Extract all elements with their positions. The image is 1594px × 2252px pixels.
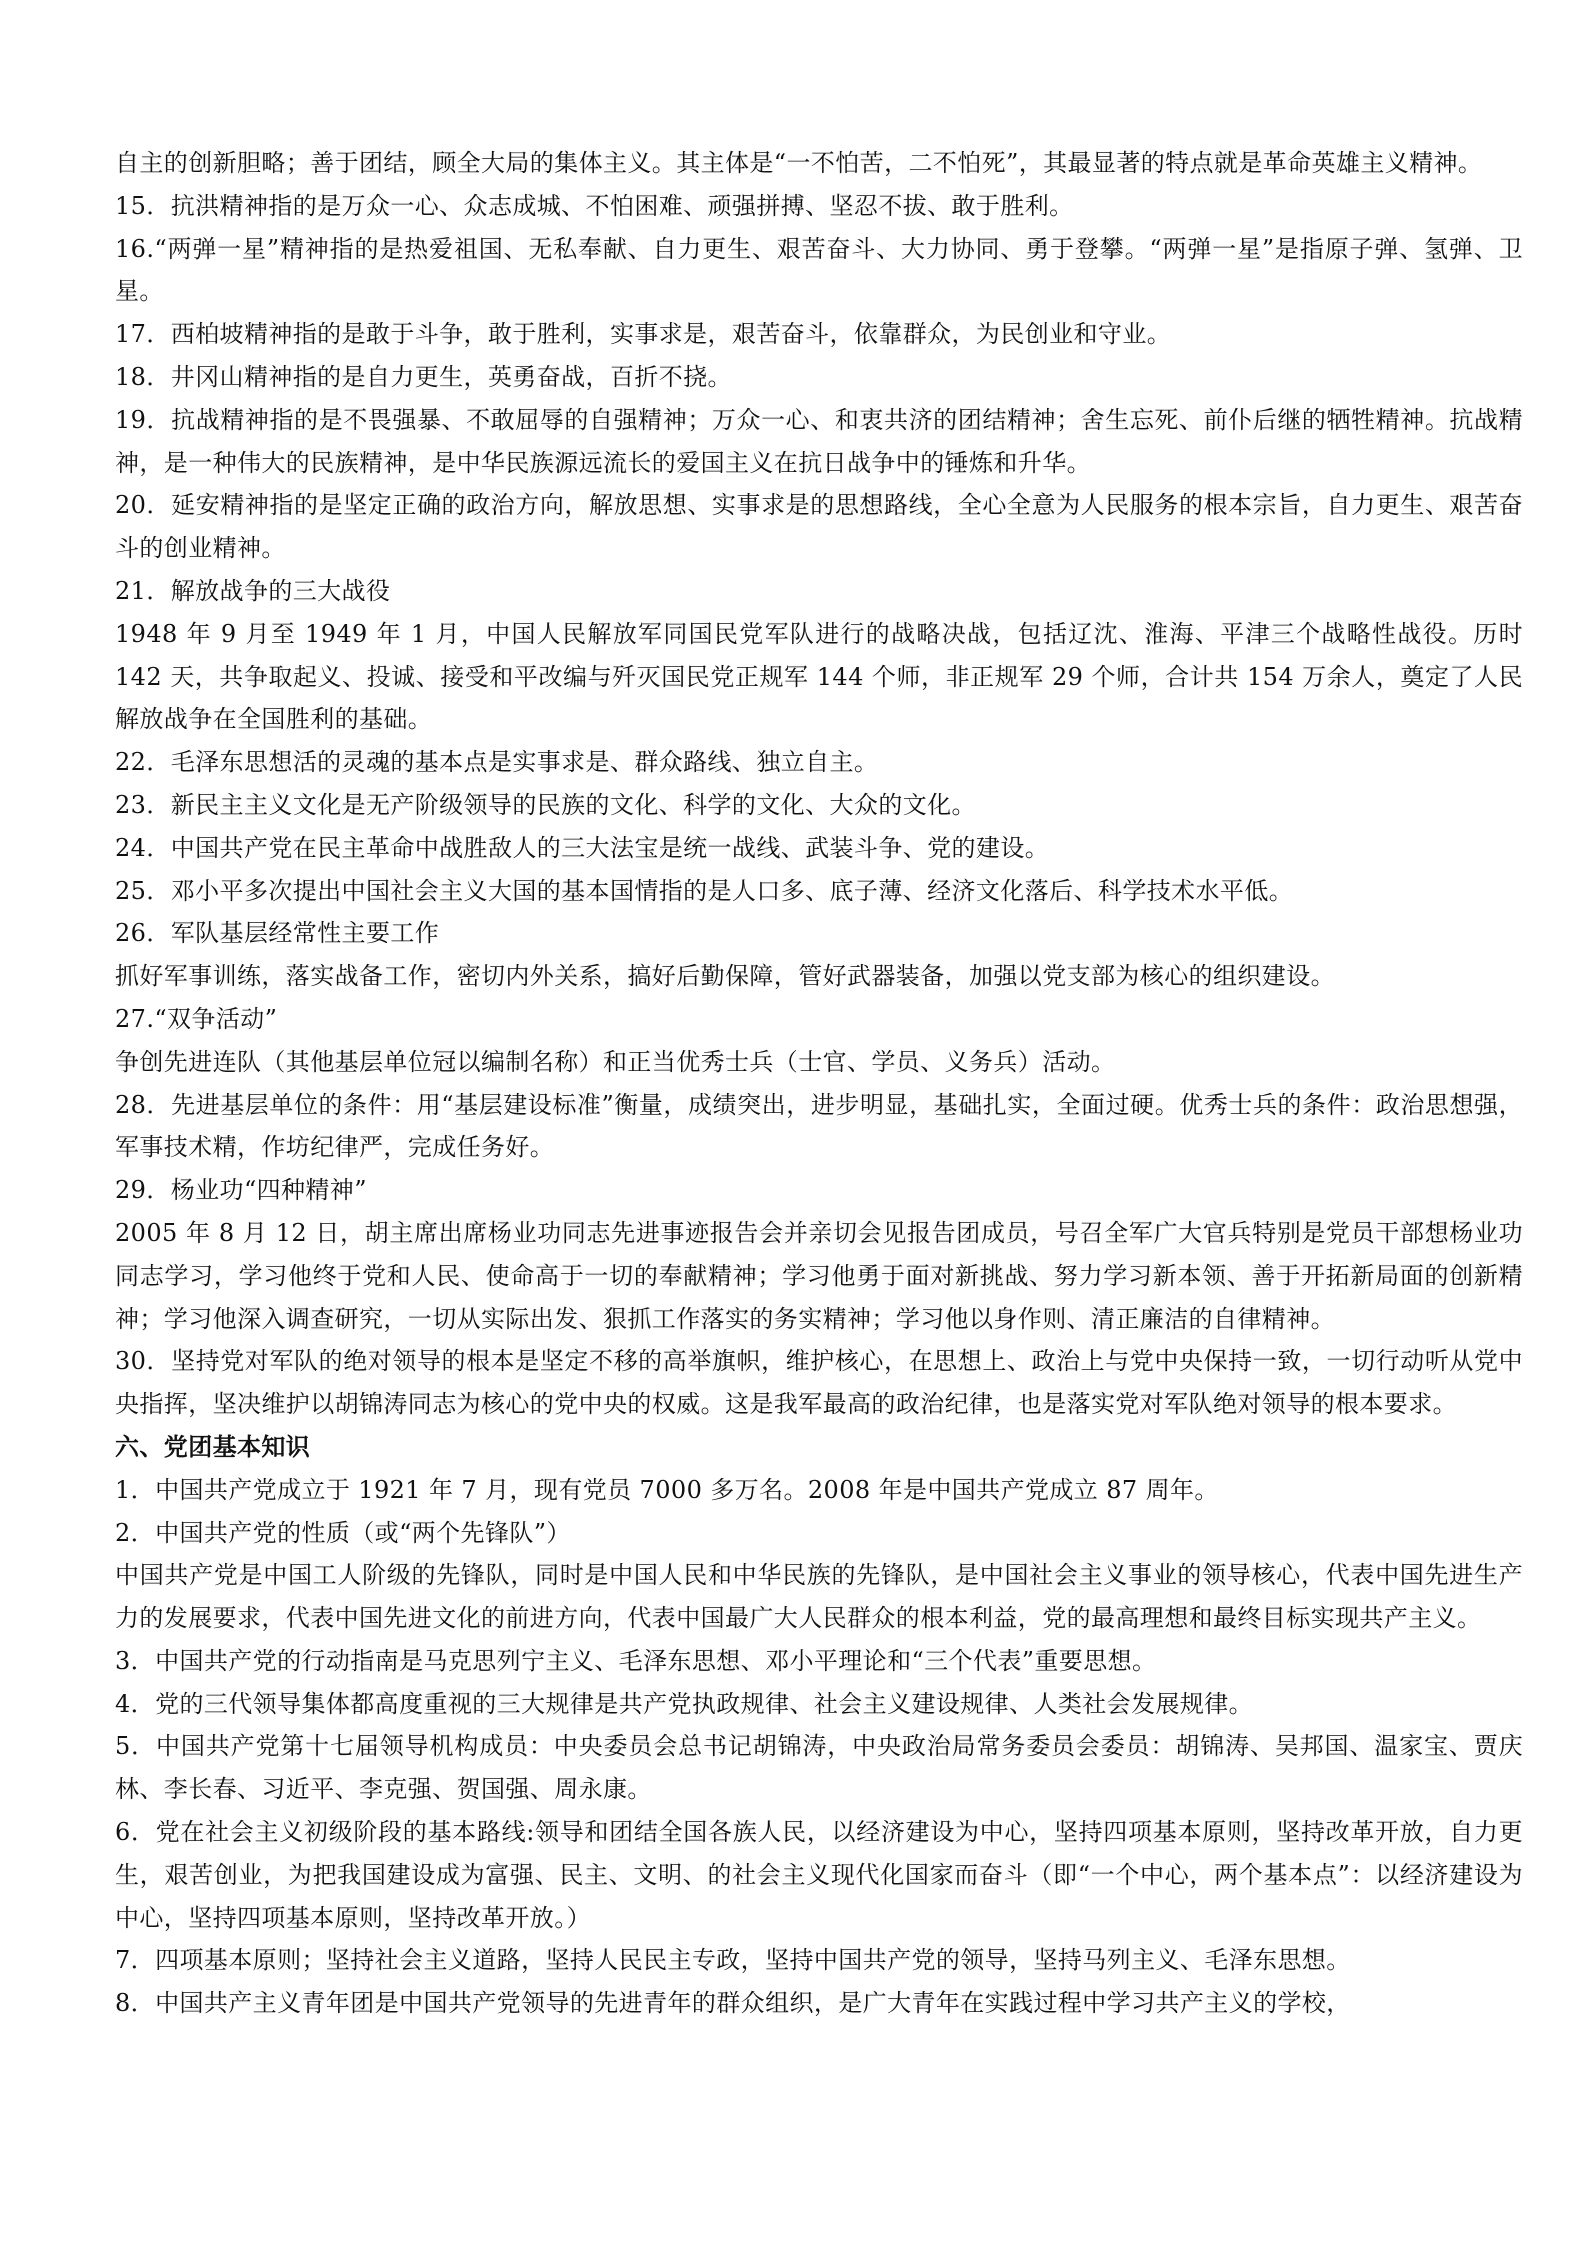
party-item-2-title: 2．中国共产党的性质（或“两个先锋队”） (115, 1518, 571, 1547)
list-item-25: 25．邓小平多次提出中国社会主义大国的基本国情指的是人口多、底子薄、经济文化落后、科学技术水平低。 (115, 876, 1294, 905)
list-item-29-title: 29．杨业功“四种精神” (115, 1176, 367, 1205)
list-item-17: 17．西柏坡精神指的是敢于斗争，敢于胜利，实事求是，艰苦奋斗，依靠群众，为民创业和守业。 (115, 320, 1172, 349)
party-item-3: 3．中国共产党的行动指南是马克思列宁主义、毛泽东思想、邓小平理论和“三个代表”重要思想。 (115, 1646, 1157, 1675)
list-item-27-body: 争创先进连队（其他基层单位冠以编制名称）和正当优秀士兵（士官、学员、义务兵）活动。 (115, 1047, 1116, 1076)
list-item-26-title: 26．军队基层经常性主要工作 (115, 919, 440, 948)
party-item-6: 6．党在社会主义初级阶段的基本路线:领导和团结全国各族人民，以经济建设为中心，坚持四项基本原则，坚持改革开放，自力更生，艰苦创业，为把我国建设成为富强、民主、文明、的社会主义现代化国家而奋斗（即“一个中心，两个基本点”：以经济建设为中心，坚持四项基本原则，坚持改革开放。） (115, 1818, 1523, 1932)
paragraph-continuation: 自主的创新胆略；善于团结，顾全大局的集体主义。其主体是“一不怕苦，二不怕死”，其最显著的特点就是革命英雄主义精神。 (115, 149, 1483, 177)
party-item-7: 7．四项基本原则；坚持社会主义道路，坚持人民民主专政，坚持中国共产党的领导，坚持马列主义、毛泽东思想。 (115, 1946, 1351, 1975)
list-item-16: 16.“两弹一星”精神指的是热爱祖国、无私奉献、自力更生、艰苦奋斗、大力协同、勇于登攀。“两弹一星”是指原子弹、氢弹、卫星。 (115, 234, 1523, 306)
list-item-28: 28．先进基层单位的条件：用“基层建设标准”衡量，成绩突出，进步明显，基础扎实，全面过硬。优秀士兵的条件：政治思想强，军事技术精，作坊纪律严，完成任务好。 (115, 1090, 1523, 1162)
list-item-18: 18．井冈山精神指的是自力更生，英勇奋战，百折不挠。 (115, 362, 732, 391)
list-item-30: 30．坚持党对军队的绝对领导的根本是坚定不移的高举旗帜，维护核心，在思想上、政治上与党中央保持一致，一切行动听从党中央指挥，坚决维护以胡锦涛同志为核心的党中央的权威。这是我军最高的政治纪律，也是落实党对军队绝对领导的根本要求。 (115, 1347, 1523, 1419)
list-item-24: 24．中国共产党在民主革命中战胜敌人的三大法宝是统一战线、武装斗争、党的建设。 (115, 833, 1050, 862)
list-item-19: 19．抗战精神指的是不畏强暴、不敢屈辱的自强精神；万众一心、和衷共济的团结精神；舍生忘死、前仆后继的牺牲精神。抗战精神，是一种伟大的民族精神，是中华民族源远流长的爱国主义在抗日战争中的锤炼和升华。 (115, 405, 1523, 477)
party-item-8: 8．中国共产主义青年团是中国共产党领导的先进青年的群众组织，是广大青年在实践过程中学习共产主义的学校， (115, 1989, 1351, 2018)
document-page (115, 142, 1523, 2025)
list-item-27-title: 27.“双争活动” (115, 1004, 278, 1033)
party-item-5: 5．中国共产党第十七届领导机构成员：中央委员会总书记胡锦涛，中央政治局常务委员会委员：胡锦涛、吴邦国、温家宝、贾庆林、李长春、习近平、李克强、贺国强、周永康。 (115, 1732, 1523, 1804)
party-item-2-body: 中国共产党是中国工人阶级的先锋队，同时是中国人民和中华民族的先锋队，是中国社会主义事业的领导核心，代表中国先进生产力的发展要求，代表中国先进文化的前进方向，代表中国最广大人民群众的根本利益，党的最高理想和最终目标实现共产主义。 (115, 1561, 1523, 1633)
list-item-22: 22．毛泽东思想活的灵魂的基本点是实事求是、群众路线、独立自主。 (115, 748, 879, 777)
party-item-1: 1．中国共产党成立于 1921 年 7 月，现有党员 7000 多万名。2008 年是中国共产党成立 87 周年。 (115, 1475, 1219, 1504)
list-item-20: 20．延安精神指的是坚定正确的政治方向，解放思想、实事求是的思想路线，全心全意为人民服务的根本宗旨，自力更生、艰苦奋斗的创业精神。 (115, 491, 1523, 563)
list-item-26-body: 抓好军事训练，落实战备工作，密切内外关系，搞好后勤保障，管好武器装备，加强以党支部为核心的组织建设。 (115, 962, 1335, 991)
list-item-21-title: 21．解放战争的三大战役 (115, 576, 391, 605)
list-item-15: 15．抗洪精神指的是万众一心、众志成城、不怕困难、顽强拼搏、坚忍不拔、敢于胜利。 (115, 191, 1074, 220)
section-heading: 六、党团基本知识 (115, 1432, 311, 1461)
list-item-21-body: 1948 年 9 月至 1949 年 1 月，中国人民解放军同国民党军队进行的战略决战，包括辽沈、淮海、平津三个战略性战役。历时 142 天，共争取起义、投诚、接受和平改编与歼灭国民党正规军 144 个师，非正规军 29 个师，合计共 154 万余人，奠定了人民解放战争在全国胜利的基础。 (115, 619, 1523, 734)
party-item-4: 4．党的三代领导集体都高度重视的三大规律是共产党执政规律、社会主义建设规律、人类社会发展规律。 (115, 1689, 1254, 1718)
list-item-29-body: 2005 年 8 月 12 日，胡主席出席杨业功同志先进事迹报告会并亲切会见报告团成员，号召全军广大官兵特别是党员干部想杨业功同志学习，学习他终于党和人民、使命高于一切的奉献精神；学习他勇于面对新挑战、努力学习新本领、善于开拓新局面的创新精神；学习他深入调查研究，一切从实际出发、狠抓工作落实的务实精神；学习他以身作则、清正廉洁的自律精神。 (115, 1218, 1523, 1333)
list-item-23: 23．新民主主义文化是无产阶级领导的民族的文化、科学的文化、大众的文化。 (115, 790, 976, 819)
